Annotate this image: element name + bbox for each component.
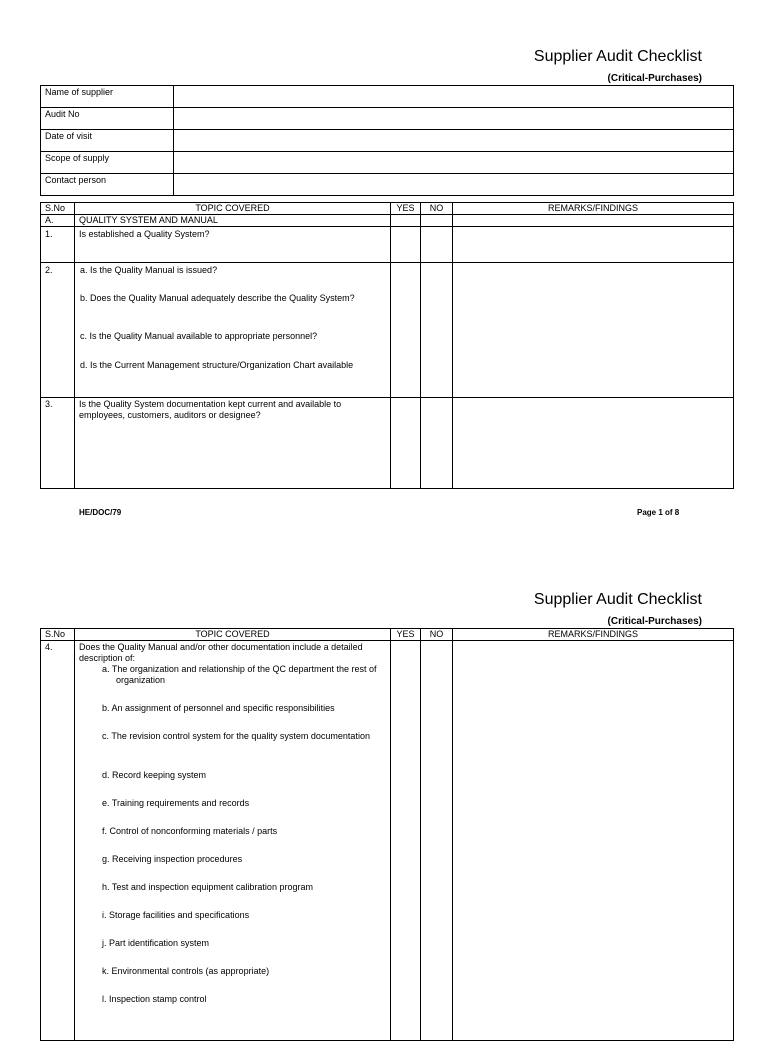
- yes-cell[interactable]: [391, 263, 421, 398]
- document-code: HE/DOC/79: [79, 508, 122, 517]
- info-row: [41, 174, 734, 196]
- header-no: NO: [421, 629, 453, 641]
- no-cell[interactable]: [421, 215, 453, 227]
- remarks-cell[interactable]: [453, 215, 734, 227]
- checklist-table: [40, 628, 734, 1041]
- remarks-cell[interactable]: [453, 641, 734, 1041]
- info-row: [41, 108, 734, 130]
- table-row: [41, 641, 734, 1041]
- supplier-info-table: [40, 85, 734, 196]
- header-remarks: REMARKS/FINDINGS: [453, 203, 734, 215]
- header-yes: YES: [391, 203, 421, 215]
- sub-question: h. Test and inspection equipment calibration program: [102, 882, 313, 892]
- yes-cell[interactable]: [391, 215, 421, 227]
- info-row: [41, 86, 734, 108]
- checklist-table: [40, 202, 734, 489]
- sub-question: k. Environmental controls (as appropriate): [102, 966, 270, 976]
- info-row: [41, 130, 734, 152]
- section-number: A.: [41, 215, 75, 227]
- header-sno: S.No: [41, 203, 75, 215]
- sub-question: b. An assignment of personnel and specific responsibilities: [102, 703, 335, 713]
- page-subtitle: (Critical-Purchases): [607, 616, 702, 627]
- sub-question: j. Part identification system: [102, 938, 210, 948]
- sub-question: a. Is the Quality Manual is issued?: [80, 265, 218, 275]
- table-row: [41, 398, 734, 489]
- header-sno: S.No: [41, 629, 75, 641]
- no-cell[interactable]: [421, 641, 453, 1041]
- no-cell[interactable]: [421, 398, 453, 489]
- question-number: 3.: [41, 398, 75, 489]
- question-text: Is the Quality System documentation kept current and available to employees, customers, auditors or designee?: [75, 398, 391, 489]
- info-label: Contact person: [41, 174, 174, 196]
- info-label: Name of supplier: [41, 86, 174, 108]
- info-value[interactable]: [174, 174, 734, 196]
- table-row: [41, 227, 734, 263]
- sub-question: l. Inspection stamp control: [102, 994, 207, 1004]
- sub-question: e. Training requirements and records: [102, 798, 250, 808]
- table-header-row: [41, 203, 734, 215]
- question-text: Is established a Quality System?: [75, 227, 391, 263]
- sub-question: c. Is the Quality Manual available to appropriate personnel?: [80, 331, 318, 341]
- yes-cell[interactable]: [391, 641, 421, 1041]
- sub-question: i. Storage facilities and specifications: [102, 910, 250, 920]
- remarks-cell[interactable]: [453, 263, 734, 398]
- page-number: Page 1 of 8: [637, 508, 680, 517]
- info-value[interactable]: [174, 130, 734, 152]
- table-row: [41, 263, 734, 398]
- question-number: 1.: [41, 227, 75, 263]
- sub-question: a. The organization and relationship of the QC department the rest of organization: [102, 664, 377, 685]
- no-cell[interactable]: [421, 263, 453, 398]
- page-title: Supplier Audit Checklist: [533, 591, 702, 608]
- sub-question: f. Control of nonconforming materials / parts: [102, 826, 278, 836]
- header-yes: YES: [391, 629, 421, 641]
- section-row: [41, 215, 734, 227]
- info-label: Audit No: [41, 108, 174, 130]
- remarks-cell[interactable]: [453, 227, 734, 263]
- header-remarks: REMARKS/FINDINGS: [453, 629, 734, 641]
- header-topic: TOPIC COVERED: [75, 629, 391, 641]
- remarks-cell[interactable]: [453, 398, 734, 489]
- info-value[interactable]: [174, 108, 734, 130]
- header-topic: TOPIC COVERED: [75, 203, 391, 215]
- question-text: [75, 641, 391, 1041]
- yes-cell[interactable]: [391, 227, 421, 263]
- info-label: Scope of supply: [41, 152, 174, 174]
- question-number: 2.: [41, 263, 75, 398]
- table-header-row: [41, 629, 734, 641]
- sub-question: g. Receiving inspection procedures: [102, 854, 243, 864]
- sub-question: c. The revision control system for the quality system documentation: [102, 731, 370, 741]
- sub-question: b. Does the Quality Manual adequately describe the Quality System?: [80, 293, 355, 303]
- question-text: [75, 263, 391, 398]
- sub-question: d. Is the Current Management structure/Organization Chart available: [80, 360, 354, 370]
- header-no: NO: [421, 203, 453, 215]
- page-title: Supplier Audit Checklist: [533, 48, 702, 65]
- question-number: 4.: [41, 641, 75, 1041]
- question-intro: Does the Quality Manual and/or other documentation include a detailed description of:: [79, 642, 363, 663]
- yes-cell[interactable]: [391, 398, 421, 489]
- sub-question: d. Record keeping system: [102, 770, 207, 780]
- info-label: Date of visit: [41, 130, 174, 152]
- info-row: [41, 152, 734, 174]
- section-title: QUALITY SYSTEM AND MANUAL: [75, 215, 391, 227]
- page-subtitle: (Critical-Purchases): [607, 73, 702, 84]
- info-value[interactable]: [174, 152, 734, 174]
- info-value[interactable]: [174, 86, 734, 108]
- no-cell[interactable]: [421, 227, 453, 263]
